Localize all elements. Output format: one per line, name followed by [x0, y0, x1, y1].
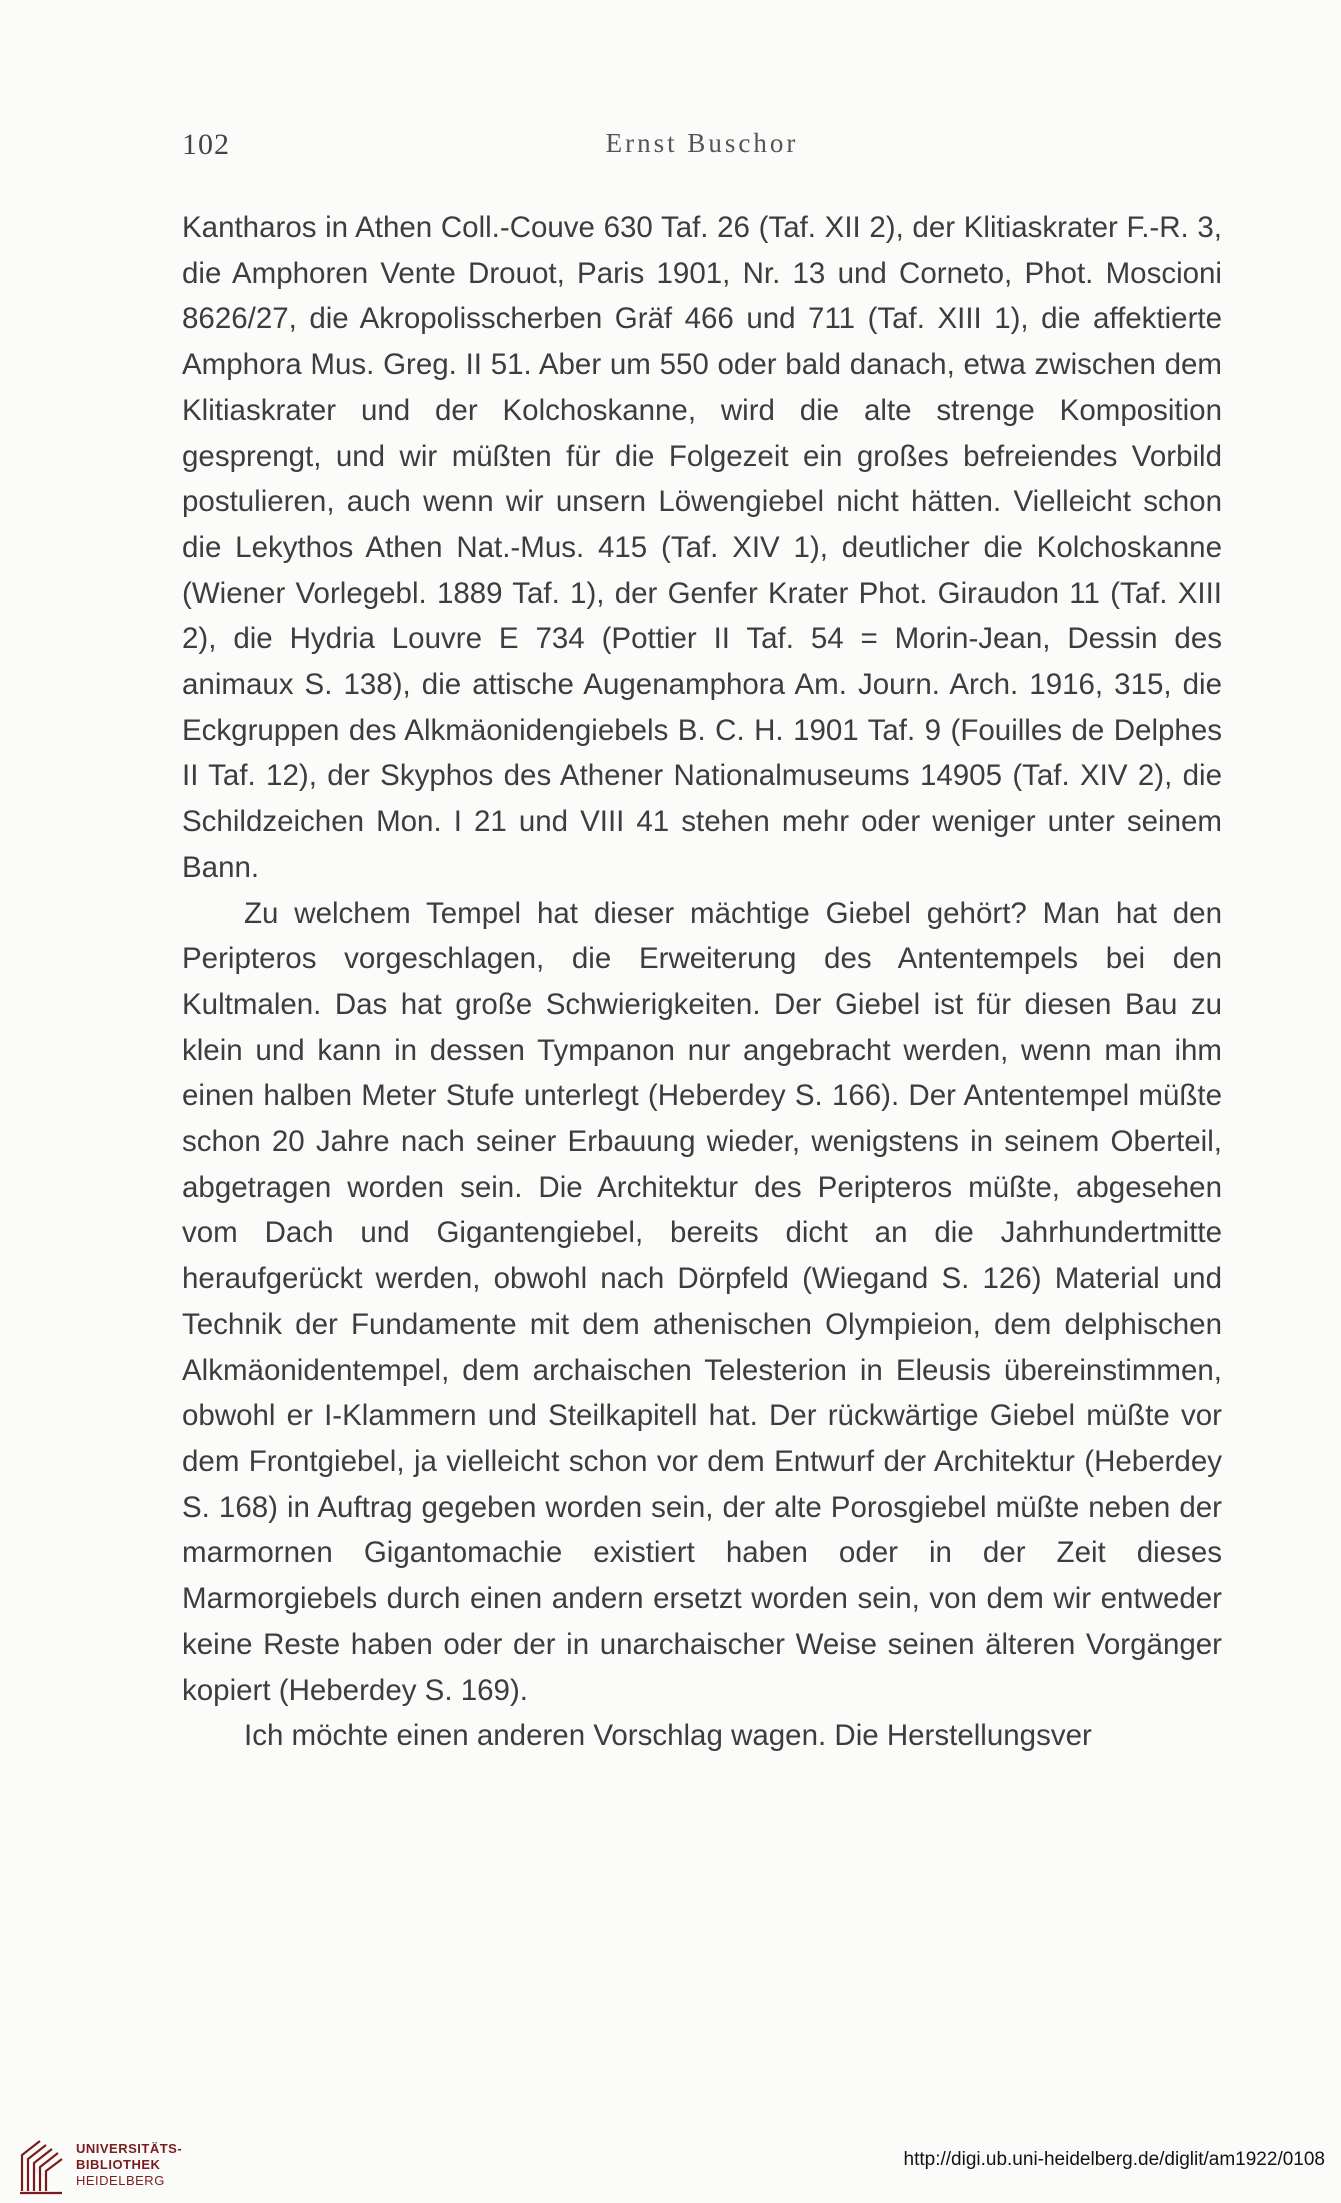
- running-title: Ernst Buschor: [605, 128, 799, 158]
- source-url-link[interactable]: http://digi.ub.uni-heidelberg.de/diglit/am1922/0108: [903, 2149, 1325, 2170]
- running-header: [182, 128, 1222, 168]
- library-name-line-3: HEIDELBERG: [76, 2173, 165, 2188]
- library-name-line-1: UNIVERSITÄTS-: [76, 2141, 183, 2156]
- paragraph-2: Zu welchem Tempel hat dieser mächtige Giebel gehört? Man hat den Peripteros vorgeschlagen, die Erweiterung des Antentempels bei den Kultmalen. Das hat große Schwierigkeiten. Der Giebel ist für diesen Bau zu klein und kann in dessen Tympanon nur angebracht werden, wenn man ihm einen halben Meter Stufe unterlegt (Heberdey S. 166). Der Antentempel müßte schon 20 Jahre nach seiner Erbauung wieder, wenigstens in seinem Oberteil, abgetragen worden sein. Die Architektur des Peripteros müßte, abgesehen vom Dach und Gigantengiebel, bereits dicht an die Jahrhundertmitte heraufgerückt werden, obwohl nach Dörpfeld (Wiegand S. 126) Material und Technik der Fundamente mit dem athenischen Olympieion, dem delphischen Alkmäonidentempel, dem archaischen Telesterion in Eleusis übereinstimmen, obwohl er I-Klammern und Steilkapitell hat. Der rückwärtige Giebel müßte vor dem Frontgiebel, ja vielleicht schon vor dem Entwurf der Architektur (Heberdey S. 168) in Auftrag gegeben worden sein, der alte Porosgiebel müßte neben der marmornen Gigantomachie existiert haben oder in der Zeit dieses Marmorgiebels durch einen andern ersetzt worden sein, von dem wir entweder keine Reste haben oder der in unarchaischer Weise seinen älteren Vorgänger kopiert (Heberdey S. 169).: [182, 896, 1222, 1707]
- library-name: [76, 2141, 182, 2189]
- university-library-logo-icon: [16, 2135, 66, 2197]
- page-footer: [0, 2135, 1341, 2203]
- library-name-line-2: BIBLIOTHEK: [76, 2157, 161, 2172]
- page-number: 102: [182, 128, 230, 161]
- library-logo: [16, 2135, 183, 2197]
- paragraph-1: Kantharos in Athen Coll.-Couve 630 Taf. 26 (Taf. XII 2), der Klitiaskrater F.-R. 3, die Amphoren Vente Drouot, Paris 1901, Nr. 13 und Corneto, Phot. Moscioni 8626/27, die Akropolisscherben Gräf 466 und 711 (Taf. XIII 1), die affektierte Amphora Mus. Greg. II 51. Aber um 550 oder bald danach, etwa zwischen dem Klitiaskrater und der Kolchoskanne, wird die alte strenge Komposition gesprengt, und wir müßten für die Folgezeit ein großes befreiendes Vorbild postulieren, auch wenn wir unsern Löwengiebel nicht hätten. Vielleicht schon die Lekythos Athen Nat.-Mus. 415 (Taf. XIV 1), deutlicher die Kolchoskanne (Wiener Vorlegebl. 1889 Taf. 1), der Genfer Krater Phot. Giraudon 11 (Taf. XIII 2), die Hydria Louvre E 734 (Pottier II Taf. 54 = Morin-Jean, Dessin des animaux S. 138), die attische Augenamphora Am. Journ. Arch. 1916, 315, die Eckgruppen des Alkmäonidengiebels B. C. H. 1901 Taf. 9 (Fouilles de Delphes II Taf. 12), der Skyphos des Athener Nationalmuseums 14905 (Taf. XIV 2), die Schildzeichen Mon. I 21 und VIII 41 stehen mehr oder weniger unter seinem Bann.: [182, 211, 1222, 884]
- paragraph-3: Ich möchte einen anderen Vorschlag wagen. Die Herstellungsver: [244, 1719, 1092, 1753]
- body-text: [182, 205, 1222, 1759]
